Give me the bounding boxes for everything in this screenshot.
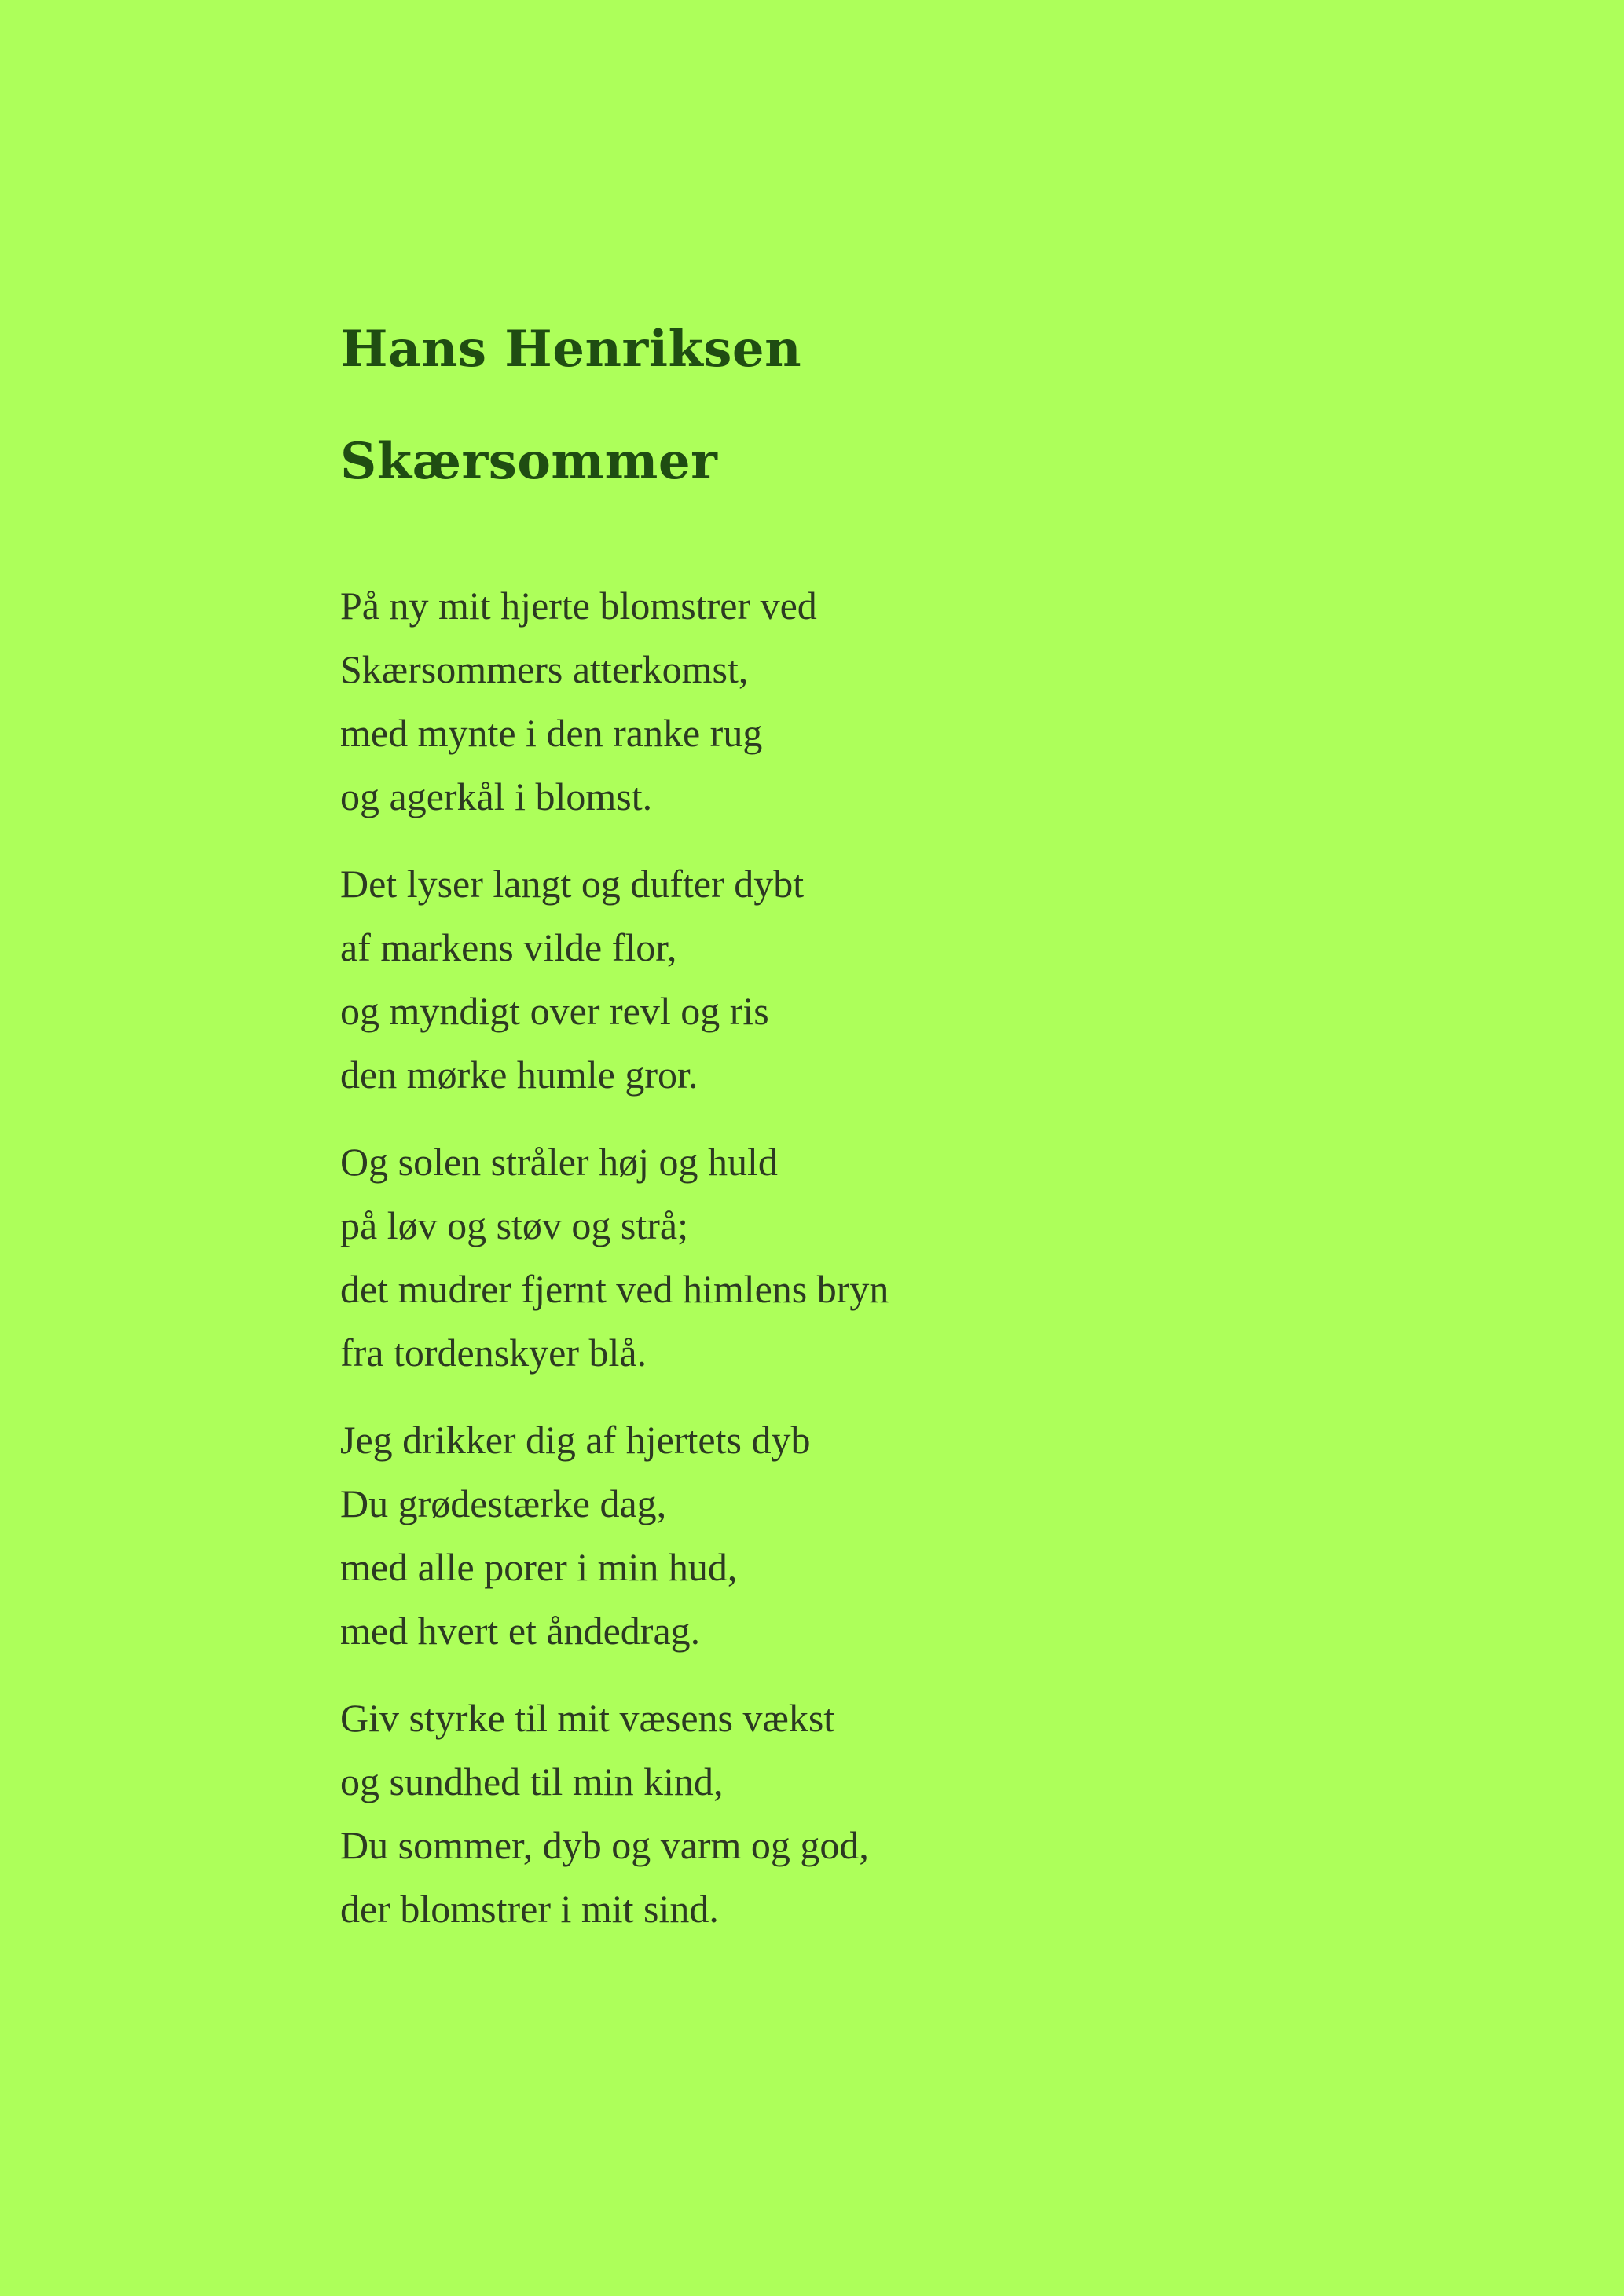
stanza	[340, 1408, 1440, 1663]
poem-line: Det lyser langt og dufter dybt	[340, 862, 805, 906]
poem-line: det mudrer fjernt ved himlens bryn	[340, 1267, 889, 1311]
poem-line: Giv styrke til mit væsens vækst	[340, 1696, 835, 1740]
poem-line: med mynte i den ranke rug	[340, 711, 763, 755]
poem-title: Skærsommer	[340, 432, 718, 491]
document-page	[340, 318, 1440, 1965]
poem-line: Du sommer, dyb og varm og god,	[340, 1823, 869, 1867]
stanza	[340, 574, 1440, 829]
poem-line: den mørke humle gror.	[340, 1053, 698, 1097]
stanza	[340, 852, 1440, 1107]
poem-body	[340, 574, 1440, 1941]
poem-line: Jeg drikker dig af hjertets dyb	[340, 1418, 811, 1462]
stanza	[340, 1686, 1440, 1941]
poem-line: og sundhed til min kind,	[340, 1760, 724, 1803]
poem-line: fra tordenskyer blå.	[340, 1331, 647, 1375]
poem-line: med hvert et åndedrag.	[340, 1609, 701, 1653]
poem-line: med alle porer i min hud,	[340, 1545, 738, 1589]
poem-line: Skærsommers atterkomst,	[340, 647, 749, 691]
stanza	[340, 1130, 1440, 1385]
poem-line: der blomstrer i mit sind.	[340, 1887, 719, 1931]
poem-line: På ny mit hjerte blomstrer ved	[340, 584, 817, 628]
poem-line: og myndigt over revl og ris	[340, 989, 769, 1033]
poem-line: på løv og støv og strå;	[340, 1203, 689, 1247]
author-name: Hans Henriksen	[340, 320, 802, 379]
poem-line: af markens vilde flor,	[340, 925, 677, 969]
poem-line: Og solen stråler høj og huld	[340, 1140, 778, 1184]
poem-line: og agerkål i blomst.	[340, 774, 653, 818]
poem-line: Du grødestærke dag,	[340, 1481, 667, 1525]
